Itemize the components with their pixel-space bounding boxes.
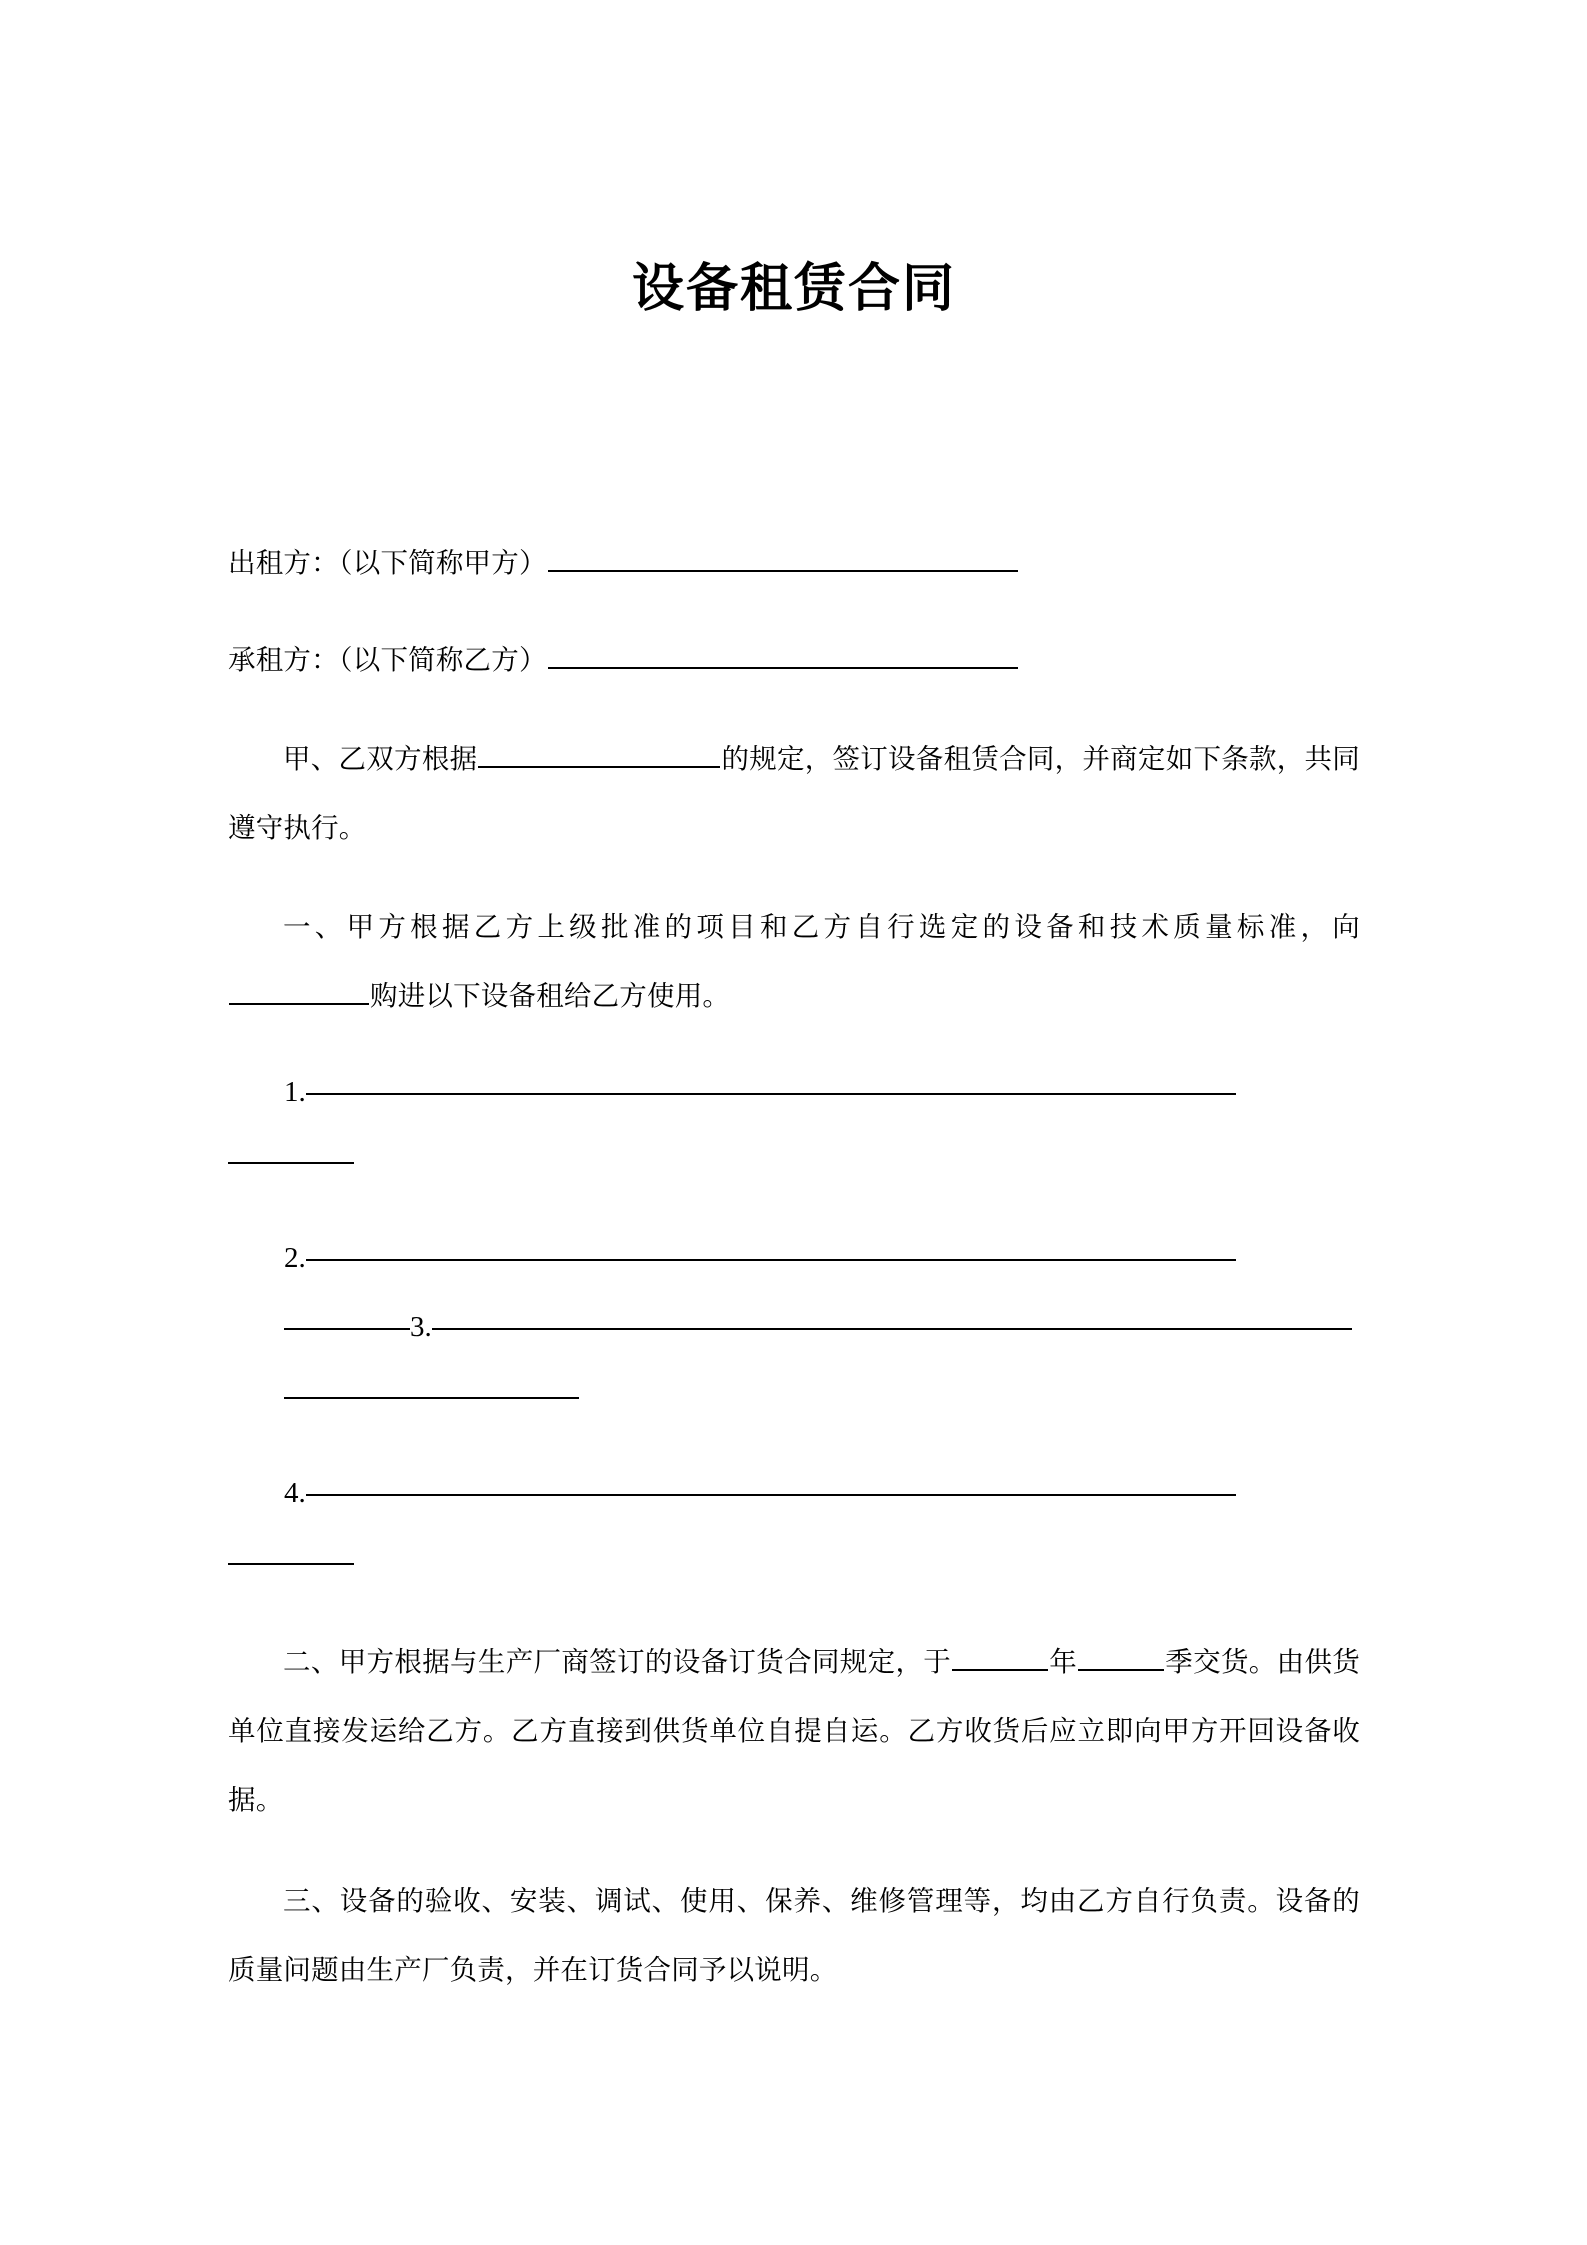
lessor-label: 出租方：（以下简称甲方）	[228, 547, 547, 579]
equipment-item-2-label: 2.	[284, 1242, 306, 1275]
lessee-input[interactable]	[548, 639, 1018, 670]
equipment-item-4-input[interactable]	[306, 1494, 1236, 1496]
clause-two-year-input[interactable]	[952, 1641, 1048, 1672]
equipment-item-1-continuation	[228, 1127, 1360, 1196]
preamble-paragraph	[228, 724, 1360, 862]
preamble-text-part2: 的规定，签订设备租赁合同，并商定如下条款，共同遵守执行。	[228, 743, 1360, 844]
spacer	[228, 1431, 1360, 1459]
clause-one-text-part2: 购进以下设备租给乙方使用。	[370, 980, 731, 1012]
equipment-item-1-input-continued[interactable]	[228, 1162, 354, 1164]
equipment-item-2	[228, 1224, 1360, 1293]
clause-two-text-part3: 季交货。由供货单位直接发运给乙方。乙方直接到供货单位自提自运。乙方收货后应立即向甲方开回设备收据。	[228, 1646, 1360, 1816]
equipment-item-3-input[interactable]	[432, 1328, 1352, 1330]
clause-two-quarter-input[interactable]	[1078, 1641, 1164, 1672]
equipment-item-3-continuation	[228, 1362, 1360, 1431]
lessor-input[interactable]	[548, 542, 1018, 573]
preamble-basis-input[interactable]	[478, 738, 720, 769]
equipment-item-4-input-continued[interactable]	[228, 1563, 354, 1565]
equipment-item-3-label: 3.	[410, 1311, 432, 1344]
equipment-item-1-label: 1.	[284, 1076, 306, 1109]
clause-two-text-part1: 甲方根据与生产厂商签订的设备订货合同规定，于	[338, 1646, 952, 1678]
spacer	[228, 1030, 1360, 1058]
clause-one-vendor-input[interactable]	[229, 975, 369, 1006]
equipment-item-4-continuation	[228, 1528, 1360, 1597]
clause-one-paragraph	[228, 892, 1360, 1030]
clause-two-paragraph	[228, 1627, 1360, 1834]
clause-one-text-part1: 甲方根据乙方上级批准的项目和乙方自行选定的设备和技术质量标准，向	[346, 911, 1360, 943]
lessor-line	[228, 528, 1360, 597]
lessee-line	[228, 625, 1360, 694]
clause-two-text-part2: 年	[1049, 1646, 1078, 1678]
clause-three-number: 三、	[283, 1885, 340, 1917]
equipment-item-2-input-continued[interactable]	[284, 1328, 410, 1330]
clause-one-number: 一、	[283, 911, 347, 943]
clause-three-paragraph	[228, 1866, 1360, 2004]
equipment-item-4-label: 4.	[284, 1477, 306, 1510]
preamble-text-part1: 甲、乙双方根据	[283, 743, 478, 775]
lessee-label: 承租方：（以下简称乙方）	[228, 644, 547, 676]
equipment-item-4	[228, 1459, 1360, 1528]
equipment-list	[228, 1030, 1360, 1597]
equipment-item-1	[228, 1058, 1360, 1127]
equipment-item-1-input[interactable]	[306, 1093, 1236, 1095]
spacer	[228, 1196, 1360, 1224]
page-title: 设备租赁合同	[631, 260, 956, 318]
equipment-item-3	[228, 1293, 1360, 1362]
clause-two-number: 二、	[283, 1646, 339, 1678]
equipment-item-3-input-continued[interactable]	[284, 1397, 579, 1399]
clause-three-text: 设备的验收、安装、调试、使用、保养、维修管理等，均由乙方自行负责。设备的质量问题由生产厂负责，并在订货合同予以说明。	[228, 1885, 1360, 1986]
equipment-item-2-input[interactable]	[306, 1259, 1236, 1261]
document-content	[228, 0, 1360, 2004]
